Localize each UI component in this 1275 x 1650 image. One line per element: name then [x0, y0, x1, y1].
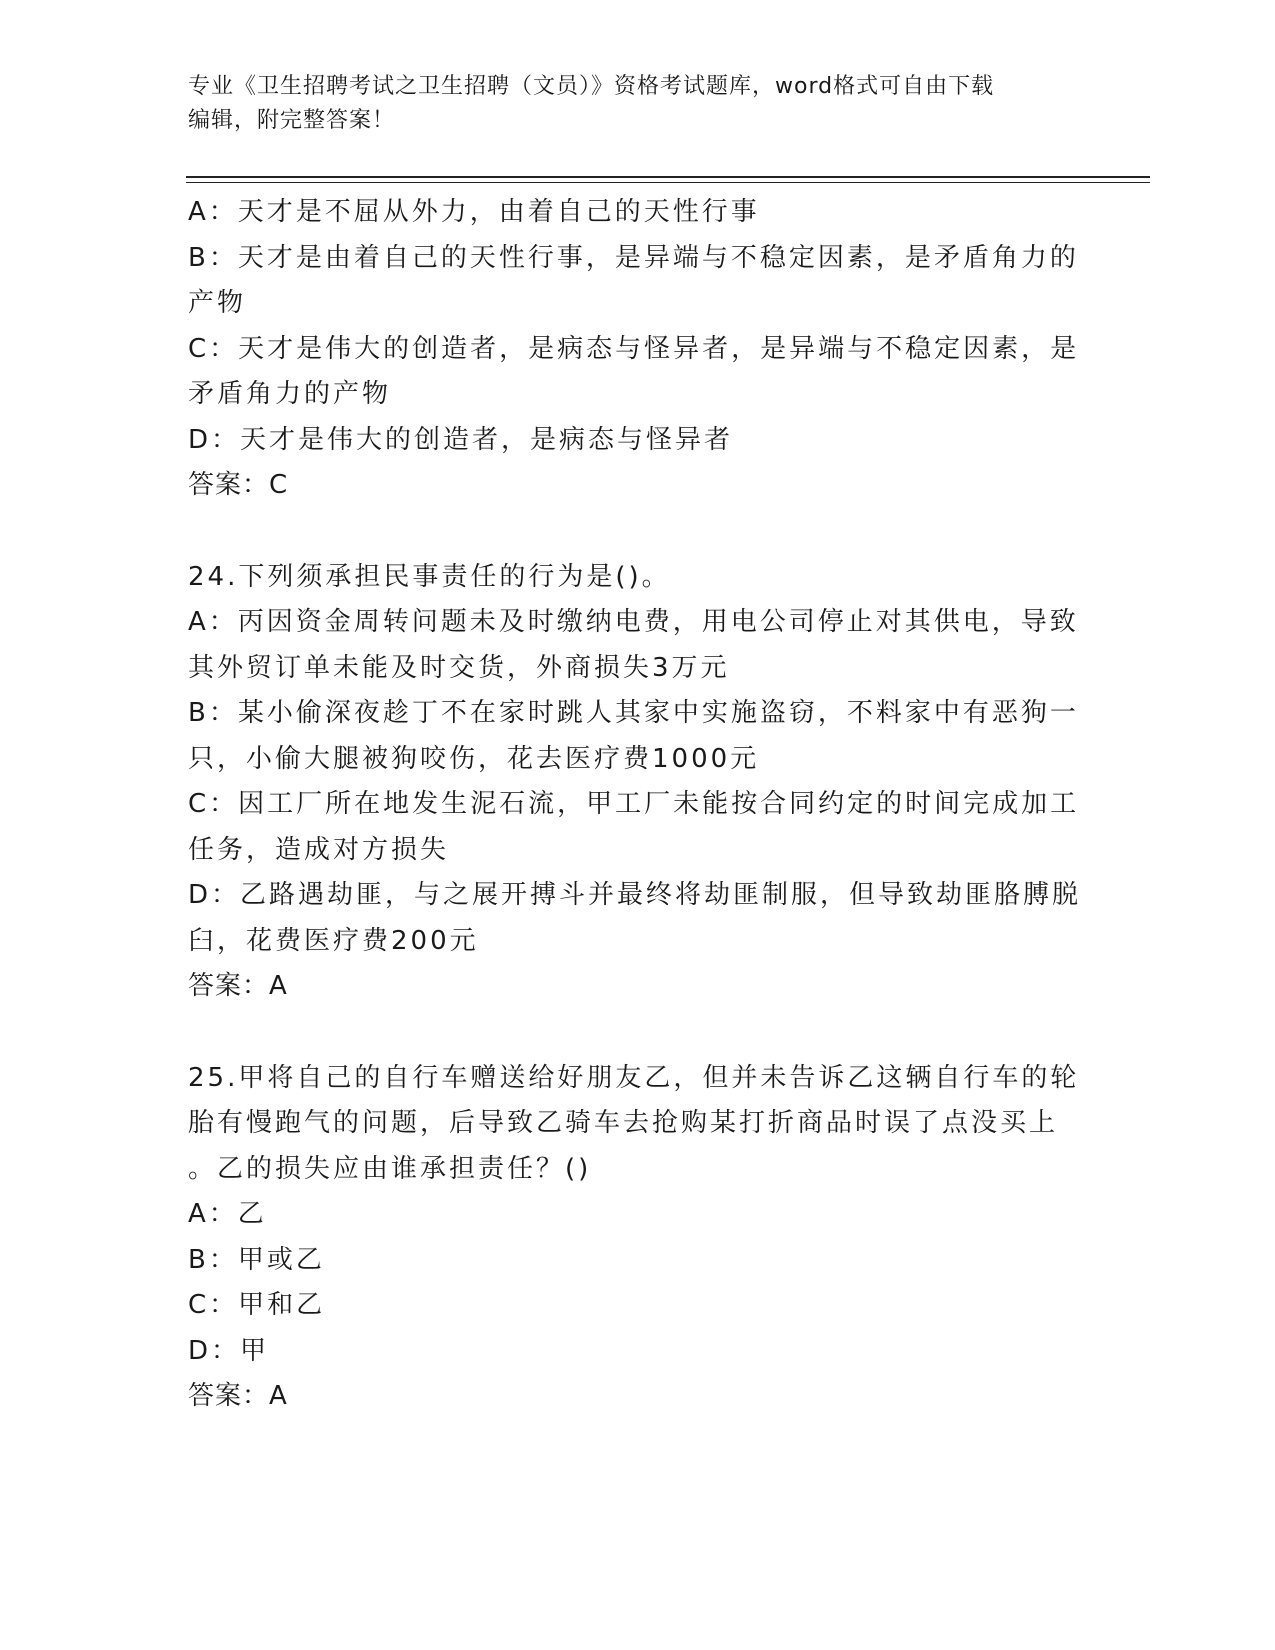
q25-answer: 答案：A — [188, 1381, 288, 1411]
q24-option-a-line-1: A：丙因资金周转问题未及时缴纳电费，用电公司停止对其供电，导致 — [188, 607, 1079, 637]
q24-option-c-line-2: 任务，造成对方损失 — [188, 834, 450, 865]
header-line-1: 专业《卫生招聘考试之卫生招聘（文员）》资格考试题库，word格式可自由下载 — [188, 74, 995, 99]
q24-option-b-line-2: 只，小偷大腿被狗咬伤，花去医疗费1000元 — [188, 743, 760, 774]
q25-option-a: A：乙 — [188, 1199, 267, 1229]
q23-option-d: D：天才是伟大的创造者，是病态与怪异者 — [188, 424, 734, 455]
q24-option-b-line-1: B：某小偷深夜趁丁不在家时跳人其家中实施盗窃，不料家中有恶狗一 — [188, 698, 1079, 728]
q25-stem-line-1: 25.甲将自己的自行车赠送给好朋友乙，但并未告诉乙这辆自行车的轮 — [188, 1062, 1080, 1093]
q24-option-c-line-1: C：因工厂所在地发生泥石流，甲工厂未能按合同约定的时间完成加工 — [188, 789, 1080, 819]
header-divider-thin — [186, 182, 1150, 183]
q23-answer: 答案：C — [188, 470, 289, 500]
document-header — [188, 70, 1088, 138]
spacer — [188, 509, 1088, 555]
question-25-block — [188, 1056, 1088, 1420]
question-24-block — [188, 555, 1088, 1010]
q25-option-d: D：甲 — [188, 1335, 270, 1366]
document-body — [188, 190, 1088, 1420]
q24-option-d-line-1: D：乙路遇劫匪，与之展开搏斗并最终将劫匪制服，但导致劫匪胳膊脱 — [188, 880, 1082, 910]
header-divider-thick — [186, 176, 1150, 178]
q24-option-a-line-2: 其外贸订单未能及时交货，外商损失3万元 — [188, 652, 730, 683]
q25-stem-line-3: 。乙的损失应由谁承担责任？() — [188, 1153, 592, 1184]
question-23-block — [188, 190, 1088, 509]
q25-stem-line-2: 胎有慢跑气的问题，后导致乙骑车去抢购某打折商品时误了点没买上 — [188, 1108, 1059, 1138]
q23-option-b-line-2: 产物 — [188, 288, 247, 318]
q23-option-a: A：天才是不屈从外力，由着自己的天性行事 — [188, 197, 760, 227]
header-line-2: 编辑，附完整答案！ — [188, 108, 396, 133]
q23-option-c-line-2: 矛盾角力的产物 — [188, 379, 392, 409]
spacer — [188, 1010, 1088, 1056]
q25-option-b: B：甲或乙 — [188, 1244, 325, 1275]
q24-option-d-line-2: 臼，花费医疗费200元 — [188, 925, 479, 956]
q24-answer: 答案：A — [188, 971, 288, 1001]
q25-option-c: C：甲和乙 — [188, 1290, 326, 1320]
q24-stem: 24.下列须承担民事责任的行为是()。 — [188, 561, 671, 592]
q23-option-b-line-1: B：天才是由着自己的天性行事，是异端与不稳定因素，是矛盾角力的 — [188, 242, 1079, 273]
q23-option-c-line-1: C：天才是伟大的创造者，是病态与怪异者，是异端与不稳定因素，是 — [188, 333, 1080, 364]
